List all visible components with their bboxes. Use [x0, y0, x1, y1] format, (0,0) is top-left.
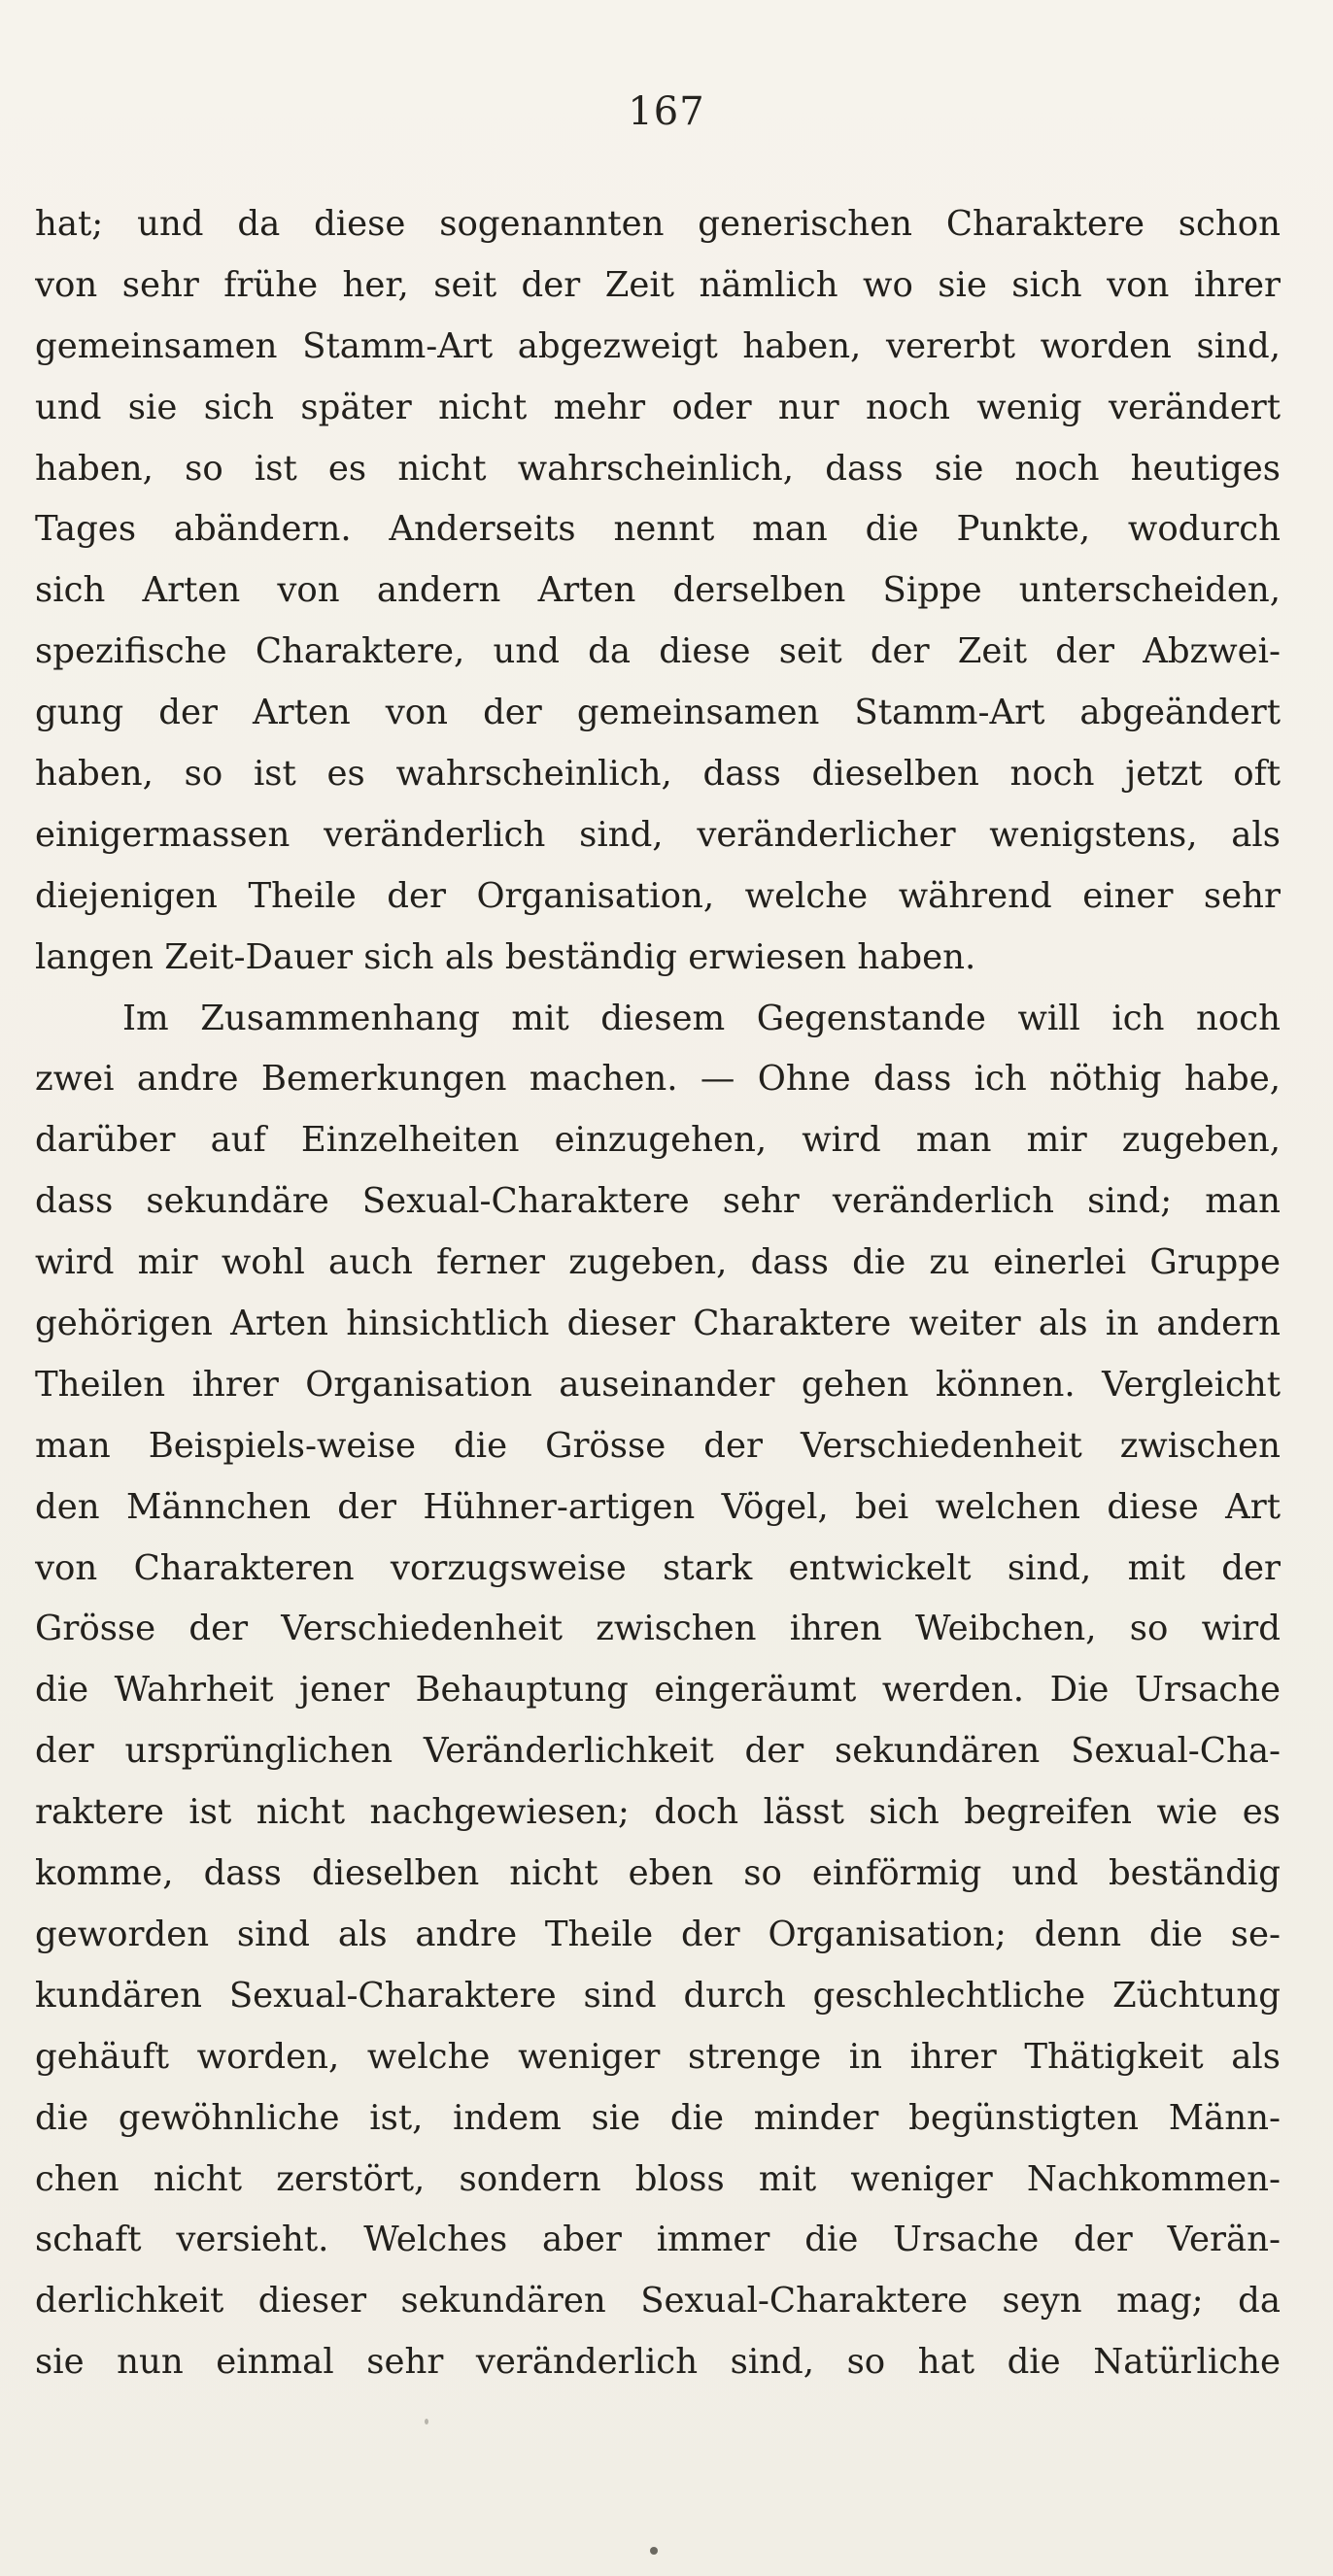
- text-line: gemeinsamen Stamm-Art abgezweigt haben, vererbt worden sind,: [35, 325, 1281, 366]
- paragraph-end-line: langen Zeit-Dauer sich als beständig erwiesen haben.: [35, 936, 976, 977]
- ink-speck: [650, 2547, 658, 2555]
- text-line: der ursprünglichen Veränderlichkeit der sekundären Sexual-Cha-: [35, 1731, 1281, 1772]
- text-line: Theilen ihrer Organisation auseinander gehen können. Vergleicht: [35, 1364, 1281, 1405]
- text-line: gehäuft worden, welche weniger strenge in ihrer Thätigkeit als: [35, 2036, 1281, 2077]
- text-line: spezifische Charaktere, und da diese seit der Zeit der Abzwei-: [35, 631, 1281, 672]
- text-line: komme, dass dieselben nicht eben so einförmig und beständig: [35, 1853, 1281, 1894]
- text-line: geworden sind als andre Theile der Organisation; denn die se-: [35, 1914, 1281, 1954]
- text-line: gehörigen Arten hinsichtlich dieser Charaktere weiter als in andern: [35, 1304, 1281, 1344]
- text-line: von Charakteren vorzugsweise stark entwickelt sind, mit der: [35, 1547, 1281, 1588]
- text-line: einigermassen veränderlich sind, veränderlicher wenigstens, als: [35, 814, 1281, 855]
- text-line: gung der Arten von der gemeinsamen Stamm-Art abgeändert: [35, 693, 1281, 733]
- text-line: von sehr frühe her, seit der Zeit nämlich wo sie sich von ihrer: [35, 264, 1281, 305]
- text-line: die gewöhnliche ist, indem sie die minder begünstigten Männ-: [35, 2097, 1281, 2138]
- text-line: chen nicht zerstört, sondern bloss mit weniger Nachkommen-: [35, 2158, 1281, 2199]
- ink-speck: [425, 2419, 428, 2424]
- text-line: darüber auf Einzelheiten einzugehen, wird man mir zugeben,: [35, 1120, 1281, 1161]
- text-line: man Beispiels-weise die Grösse der Verschiedenheit zwischen: [35, 1425, 1281, 1466]
- text-line: kundären Sexual-Charaktere sind durch geschlechtliche Züchtung: [35, 1975, 1281, 2016]
- body-text: [35, 194, 1281, 2393]
- text-line: zwei andre Bemerkungen machen. — Ohne dass ich nöthig habe,: [35, 1059, 1281, 1100]
- text-line: sich Arten von andern Arten derselben Sippe unterscheiden,: [35, 570, 1281, 611]
- text-line: wird mir wohl auch ferner zugeben, dass die zu einerlei Gruppe: [35, 1242, 1281, 1283]
- text-line: und sie sich später nicht mehr oder nur noch wenig verändert: [35, 387, 1281, 427]
- text-line: Grösse der Verschiedenheit zwischen ihren Weibchen, so wird: [35, 1609, 1281, 1649]
- text-line: sie nun einmal sehr veränderlich sind, so hat die Natürliche: [35, 2342, 1281, 2383]
- text-line: hat; und da diese sogenannten generischen Charaktere schon: [35, 204, 1281, 244]
- paragraph-start-line: Im Zusammenhang mit diesem Gegenstande will ich noch: [122, 998, 1281, 1038]
- text-line: den Männchen der Hühner-artigen Vögel, bei welchen diese Art: [35, 1486, 1281, 1527]
- text-line: die Wahrheit jener Behauptung eingeräumt werden. Die Ursache: [35, 1670, 1281, 1711]
- text-line: diejenigen Theile der Organisation, welche während einer sehr: [35, 875, 1281, 916]
- text-line: haben, so ist es nicht wahrscheinlich, dass sie noch heutiges: [35, 448, 1281, 489]
- text-line: Tages abändern. Anderseits nennt man die Punkte, wodurch: [35, 509, 1281, 550]
- text-line: derlichkeit dieser sekundären Sexual-Charaktere seyn mag; da: [35, 2281, 1281, 2322]
- text-line: raktere ist nicht nachgewiesen; doch lässt sich begreifen wie es: [35, 1792, 1281, 1833]
- text-line: haben, so ist es wahrscheinlich, dass dieselben noch jetzt oft: [35, 754, 1281, 795]
- text-line: dass sekundäre Sexual-Charaktere sehr veränderlich sind; man: [35, 1181, 1281, 1222]
- page-number: 167: [628, 89, 705, 134]
- text-line: schaft versieht. Welches aber immer die Ursache der Verän-: [35, 2220, 1281, 2260]
